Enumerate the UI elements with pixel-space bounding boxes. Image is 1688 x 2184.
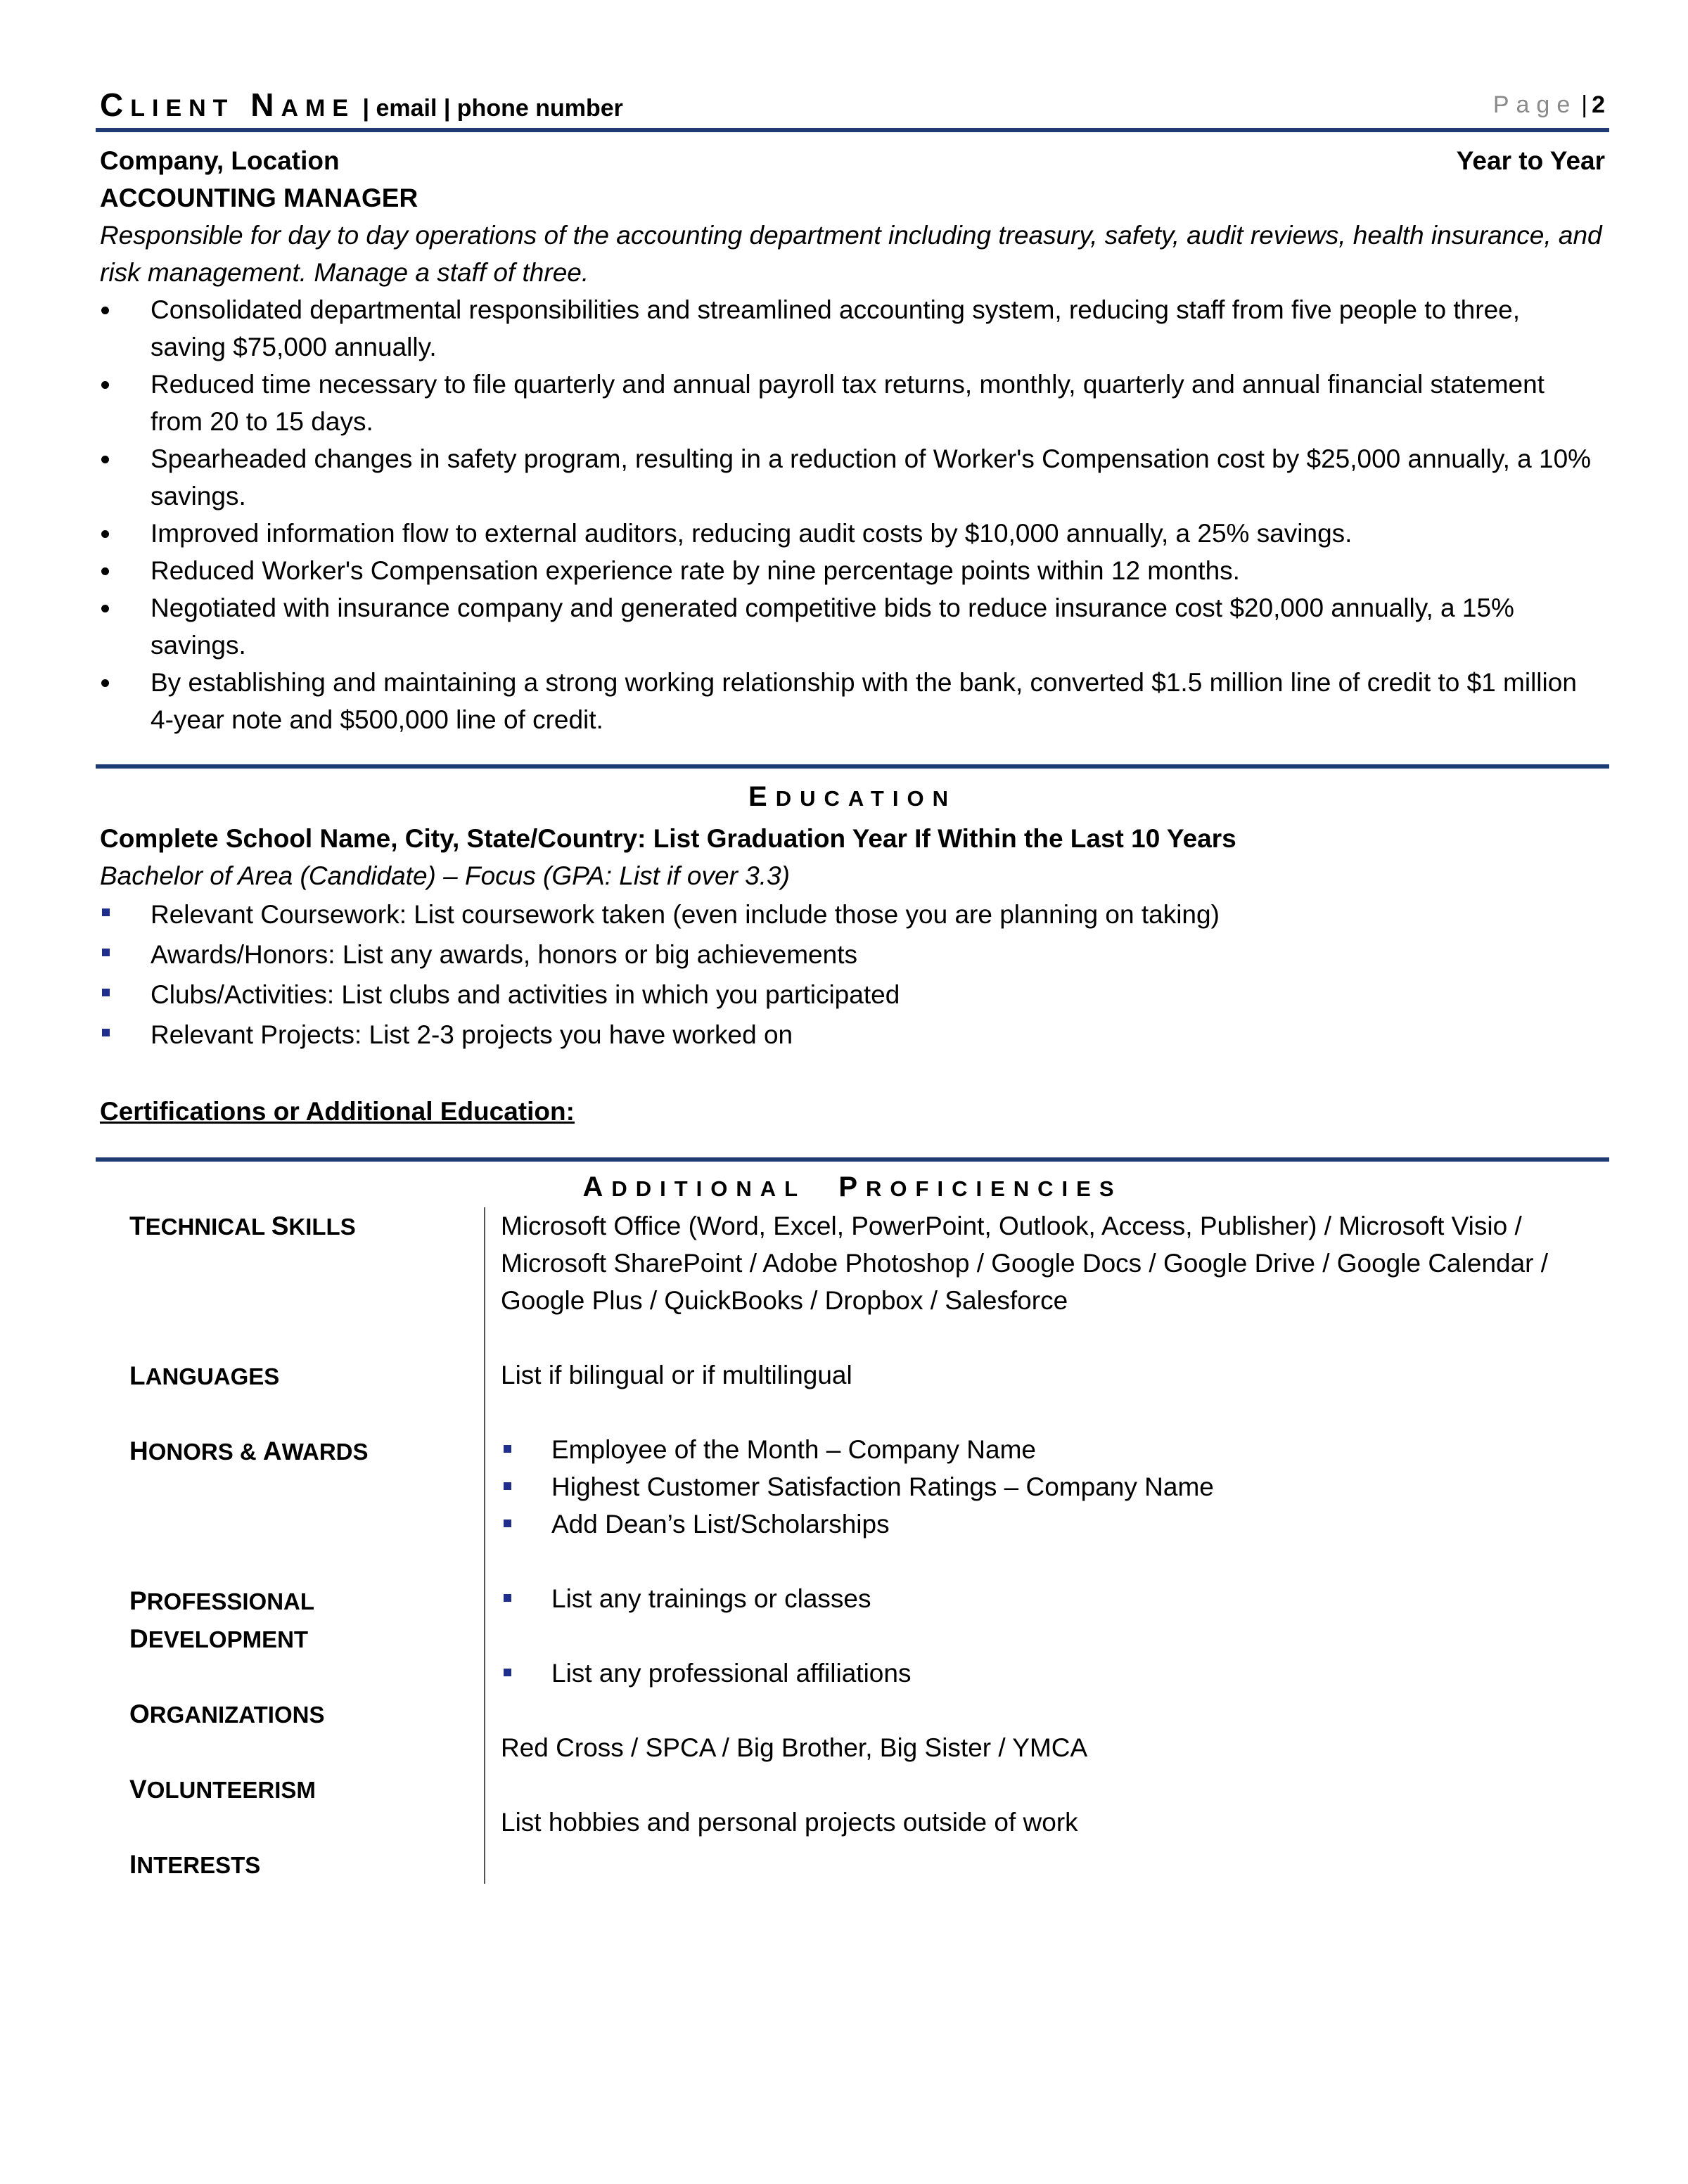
job-title: ACCOUNTING MANAGER bbox=[100, 184, 418, 212]
header-divider bbox=[96, 128, 1609, 132]
list-item: Employee of the Month – Company Name bbox=[501, 1431, 1609, 1468]
client-header bbox=[100, 86, 623, 124]
list-item: Add Dean’s List/Scholarships bbox=[501, 1505, 1609, 1543]
label-languages: LANGUAGES bbox=[129, 1361, 280, 1390]
job-summary: Responsible for day to day operations of the accounting department including treasury, safety, audit reviews, health insurance, and risk management. Manage a staff of three. bbox=[100, 221, 1602, 287]
list-item: Awards/Honors: List any awards, honors or big achievements bbox=[96, 934, 1609, 975]
proficiencies-section bbox=[96, 1169, 1609, 1884]
proficiencies-table bbox=[96, 1207, 1609, 1884]
list-item: Improved information flow to external auditors, reducing audit costs by $10,000 annually, a 25% savings. bbox=[96, 515, 1609, 552]
proficiencies-heading: ADDITIONAL PROFICIENCIES bbox=[582, 1171, 1123, 1202]
page-header bbox=[96, 83, 1609, 128]
list-item: Relevant Coursework: List coursework taken (even include those you are planning on taking) bbox=[96, 894, 1609, 934]
education-items bbox=[96, 894, 1609, 1055]
honors-awards-list bbox=[501, 1431, 1609, 1543]
volunteerism-value: Red Cross / SPCA / Big Brother, Big Sister / YMCA bbox=[501, 1733, 1088, 1762]
list-item: Relevant Projects: List 2-3 projects you have worked on bbox=[96, 1015, 1609, 1055]
list-item: Highest Customer Satisfaction Ratings – Company Name bbox=[501, 1468, 1609, 1505]
proficiency-labels bbox=[96, 1207, 484, 1884]
job-company: Company, Location bbox=[100, 146, 340, 175]
proficiencies-divider bbox=[96, 1157, 1609, 1162]
list-item: Reduced time necessary to file quarterly and annual payroll tax returns, monthly, quarterly and annual financial statement from 20 to 15 days. bbox=[96, 366, 1609, 440]
contact-info: | email | phone number bbox=[362, 95, 623, 122]
list-item: By establishing and maintaining a strong working relationship with the bank, converted $1.5 million line of credit to $1 million 4-year note and $500,000 line of credit. bbox=[96, 664, 1609, 738]
languages-value: List if bilingual or if multilingual bbox=[501, 1361, 852, 1389]
school-line: Complete School Name, City, State/Country: List Graduation Year If Within the Last 10 Years bbox=[100, 824, 1236, 853]
job-bullets bbox=[96, 291, 1609, 738]
label-honors-awards: HONORS & AWARDS bbox=[129, 1437, 369, 1465]
professional-development-list bbox=[501, 1580, 1609, 1617]
education-divider bbox=[96, 764, 1609, 769]
education-heading: EDUCATION bbox=[748, 781, 957, 812]
list-item: Spearheaded changes in safety program, resulting in a reduction of Worker's Compensation cost by $25,000 annually, a 10% savings. bbox=[96, 440, 1609, 515]
certifications-heading: Certifications or Additional Education: bbox=[100, 1097, 575, 1126]
list-item: Reduced Worker's Compensation experience rate by nine percentage points within 12 months. bbox=[96, 552, 1609, 589]
list-item: Consolidated departmental responsibilities and streamlined accounting system, reducing staff from five people to three, saving $75,000 annually. bbox=[96, 291, 1609, 366]
list-item: List any trainings or classes bbox=[501, 1580, 1609, 1617]
proficiency-values bbox=[484, 1207, 1609, 1884]
technical-skills-value: Microsoft Office (Word, Excel, PowerPoint, Outlook, Access, Publisher) / Microsoft Visio / Microsoft SharePoint / Adobe Photoshop / Google Docs / Google Drive / Google Calendar / Google Plus / QuickBooks / Dropbox / Salesforce bbox=[501, 1212, 1549, 1315]
resume-page bbox=[96, 83, 1609, 1884]
job-section bbox=[96, 142, 1609, 738]
list-item: Negotiated with insurance company and generated competitive bids to reduce insurance cost $20,000 annually, a 15% savings. bbox=[96, 589, 1609, 664]
label-volunteerism: VOLUNTEERISM bbox=[129, 1775, 316, 1804]
label-interests: INTERESTS bbox=[129, 1850, 261, 1879]
job-company-row bbox=[96, 142, 1609, 179]
list-item: Clubs/Activities: List clubs and activities in which you participated bbox=[96, 975, 1609, 1015]
job-dates: Year to Year bbox=[1456, 146, 1605, 175]
list-item: List any professional affiliations bbox=[501, 1655, 1609, 1692]
education-section bbox=[96, 776, 1609, 1130]
label-organizations: ORGANIZATIONS bbox=[129, 1700, 325, 1728]
client-name: CLIENT NAME bbox=[100, 86, 356, 123]
interests-value: List hobbies and personal projects outside of work bbox=[501, 1808, 1078, 1837]
label-technical-skills: TECHNICAL SKILLS bbox=[129, 1212, 356, 1240]
degree-line: Bachelor of Area (Candidate) – Focus (GPA: List if over 3.3) bbox=[100, 861, 790, 890]
label-professional-development: PROFESSIONAL DEVELOPMENT bbox=[129, 1586, 314, 1653]
organizations-list bbox=[501, 1655, 1609, 1692]
page-number: Page | 2 bbox=[1492, 91, 1605, 118]
